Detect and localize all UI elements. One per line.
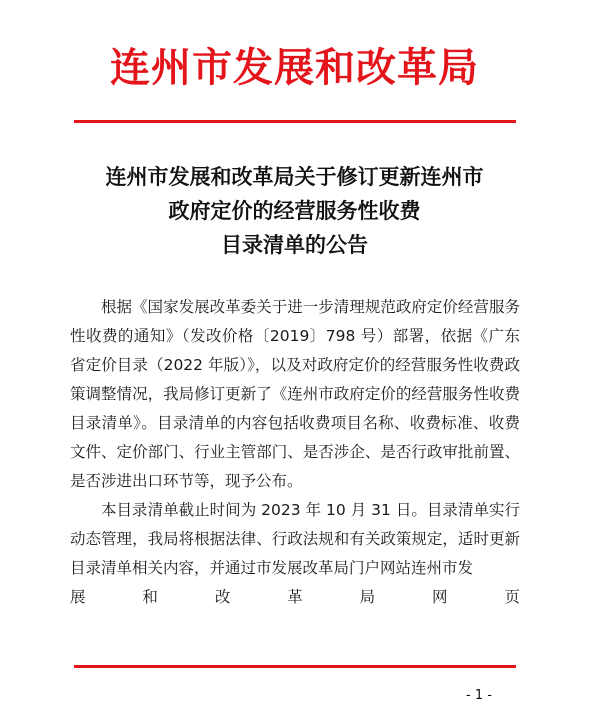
document-title	[40, 160, 549, 262]
document-title-line-2: 政府定价的经营服务性收费	[168, 198, 421, 223]
body-paragraph-1: 根据《国家发展改革委关于进一步清理规范政府定价经营服务性收费的通知》（发改价格〔2019〕798 号）部署，依据《广东省定价目录（2022 年版）》，以及对政府定价的经营服务性收费政策调整情况，我局修订更新了《连州市政府定价的经营服务性收费目录清单》。目录清单的内容包括收费项目名称、收费标准、收费文件、定价部门、行业主管部门、是否涉企、是否行政审批前置、是否涉进出口环节等，现予公布。	[70, 298, 520, 490]
document-title-line-3: 目录清单的公告	[221, 232, 368, 257]
last-line-char: 页	[504, 588, 520, 606]
document-title-line-1: 连州市发展和改革局关于修订更新连州市	[105, 164, 484, 189]
footer-red-rule	[74, 665, 516, 668]
org-header-title: 连州市发展和改革局	[110, 44, 479, 91]
last-line-char: 展	[70, 588, 86, 606]
header-red-rule	[74, 120, 516, 123]
document-body	[70, 293, 520, 612]
last-line-char: 网	[432, 588, 448, 606]
body-paragraph-2: 本目录清单截止时间为 2023 年 10 月 31 日。目录清单实行动态管理，我局将根据法律、行政法规和有关政策规定，适时更新目录清单相关内容，并通过市发展改革局门户网站连州市发	[70, 501, 520, 577]
body-paragraph-2-last-line	[70, 583, 520, 612]
page-number: - 1 -	[466, 688, 492, 703]
last-line-char: 改	[214, 588, 231, 606]
last-line-char: 局	[359, 588, 376, 606]
last-line-char: 革	[287, 588, 303, 606]
last-line-char: 和	[142, 588, 158, 606]
